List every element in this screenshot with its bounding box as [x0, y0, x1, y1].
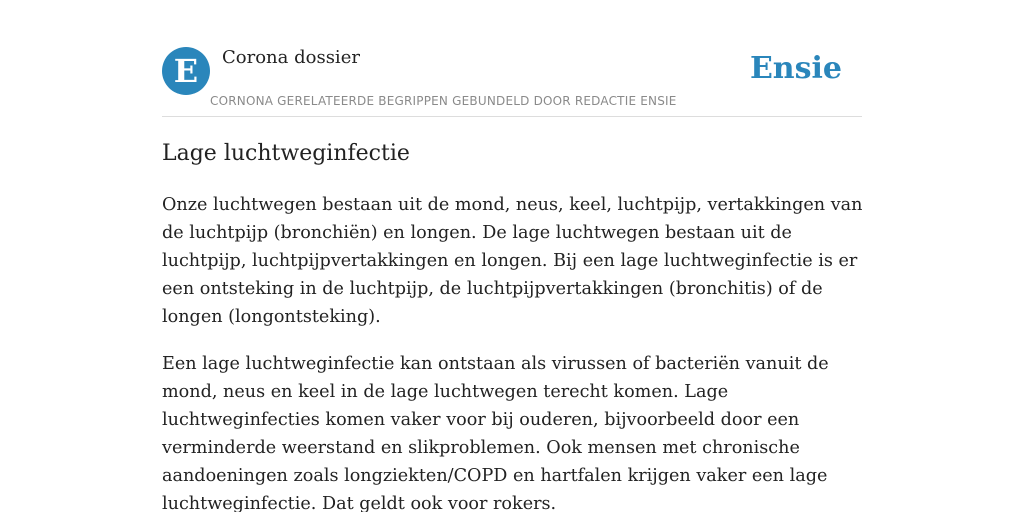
article-paragraph: Een lage luchtweginfectie kan ontstaan als virussen of bacteriën vanuit de mond, neus en keel in de lage luchtwegen terecht komen. Lage luchtweginfecties komen vaker voor bij ouderen, bijvoorbeeld door een verminderde weerstand en slikproblemen. Ook mensen met chronische aandoeningen zoals longziekten/COPD en hartfalen krijgen vaker een lage luchtweginfectie. Dat geldt ook voor rokers.: [162, 354, 829, 512]
article: [162, 140, 864, 512]
dossier-header: [162, 46, 862, 117]
article-paragraph: Onze luchtwegen bestaan uit de mond, neus, keel, luchtpijp, vertakkingen van de luchtpijp (bronchiën) en longen. De lage luchtwegen bestaan uit de luchtpijp, luchtpijpvertakkingen en longen. Bij een lage luchtweginfectie is er een ontsteking in de luchtpijp, de luchtpijpvertakkingen (bronchitis) of de longen (longontsteking).: [162, 195, 863, 327]
ensie-brand-logo[interactable]: Ensie: [749, 51, 842, 86]
dossier-title[interactable]: Corona dossier: [222, 47, 360, 68]
dossier-subtitle: CORNONA GERELATEERDE BEGRIPPEN GEBUNDELD DOOR REDACTIE ENSIE: [210, 94, 677, 108]
article-title: Lage luchtweginfectie: [162, 141, 410, 166]
ensie-logo-icon[interactable]: E: [162, 47, 210, 95]
